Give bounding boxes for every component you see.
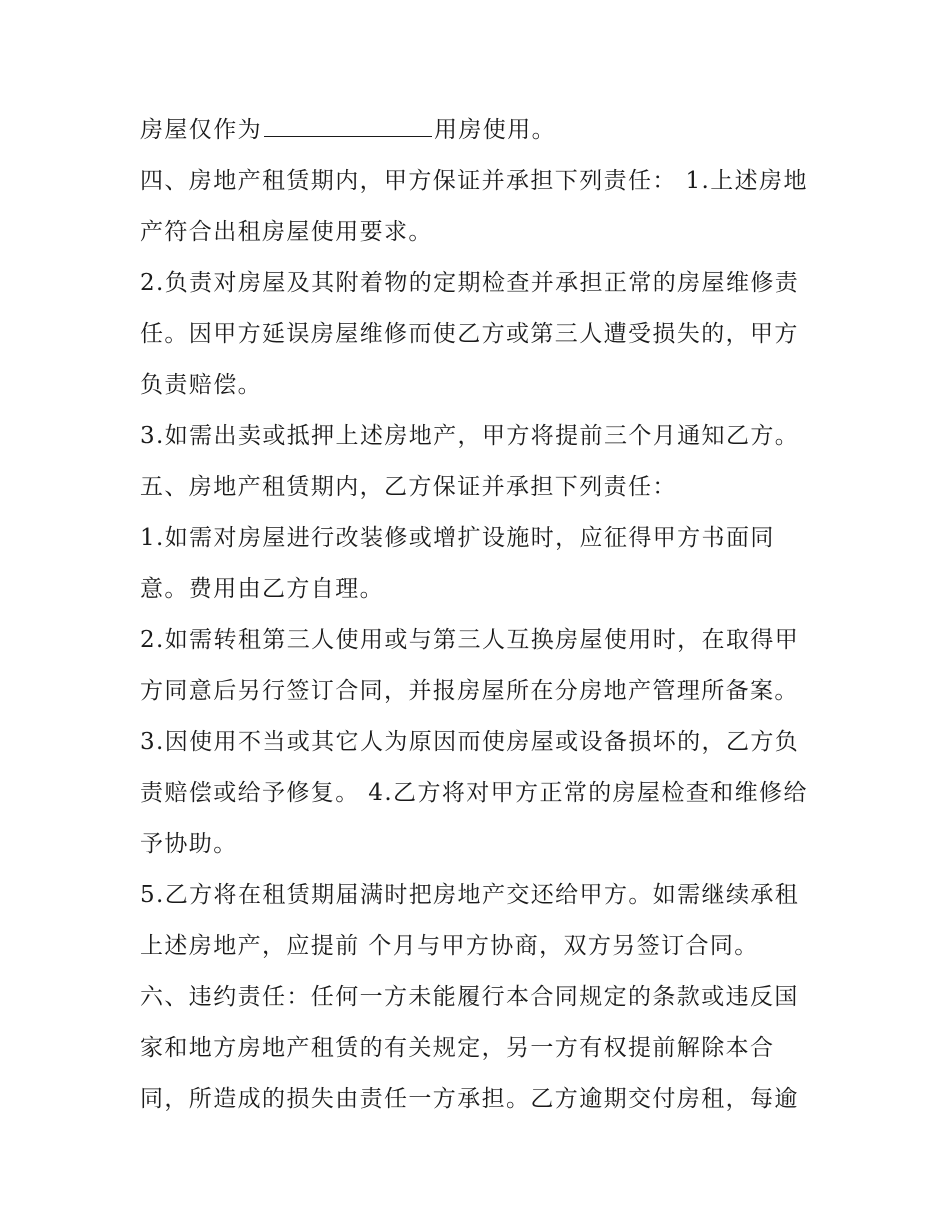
text-line-20: 同，所造成的损失由责任一方承担。乙方逾期交付房租，每逾 — [140, 1086, 799, 1112]
line-1-after: 用房使用。 — [434, 117, 556, 143]
line-1-before: 房屋仅作为 — [140, 117, 262, 143]
text-line-6: 负责赔偿。 — [140, 372, 262, 398]
blank-underline — [264, 114, 432, 137]
text-line-1 — [140, 105, 556, 155]
text-line-8: 五、房地产租赁期内，乙方保证并承担下列责任： — [140, 474, 677, 500]
text-line-12: 方同意后另行签订合同，并报房屋所在分房地产管理所备案。 — [140, 678, 799, 704]
text-line-18: 六、违约责任：任何一方未能履行本合同规定的条款或违反国 — [140, 984, 799, 1010]
text-line-11: 2.如需转租第三人使用或与第三人互换房屋使用时，在取得甲 — [140, 627, 800, 653]
text-line-14: 责赔偿或给予修复。 4.乙方将对甲方正常的房屋检查和维修给 — [140, 780, 808, 806]
text-line-2: 四、房地产租赁期内，甲方保证并承担下列责任： 1.上述房地 — [140, 168, 808, 194]
text-line-4: 2.负责对房屋及其附着物的定期检查并承担正常的房屋维修责 — [140, 270, 800, 296]
text-line-15: 予协助。 — [140, 831, 238, 857]
text-line-9: 1.如需对房屋进行改装修或增扩设施时，应征得甲方书面同 — [140, 525, 775, 551]
text-line-3: 产符合出租房屋使用要求。 — [140, 219, 433, 245]
text-line-7: 3.如需出卖或抵押上述房地产，甲方将提前三个月通知乙方。 — [140, 423, 800, 449]
text-line-19: 家和地方房地产租赁的有关规定，另一方有权提前解除本合 — [140, 1035, 775, 1061]
text-line-13: 3.因使用不当或其它人为原因而使房屋或设备损坏的，乙方负 — [140, 729, 800, 755]
text-line-10: 意。费用由乙方自理。 — [140, 576, 384, 602]
text-line-16: 5.乙方将在租赁期届满时把房地产交还给甲方。如需继续承租 — [140, 882, 800, 908]
text-line-5: 任。因甲方延误房屋维修而使乙方或第三人遭受损失的，甲方 — [140, 321, 799, 347]
text-line-17: 上述房地产，应提前 个月与甲方协商，双方另签订合同。 — [140, 933, 759, 959]
